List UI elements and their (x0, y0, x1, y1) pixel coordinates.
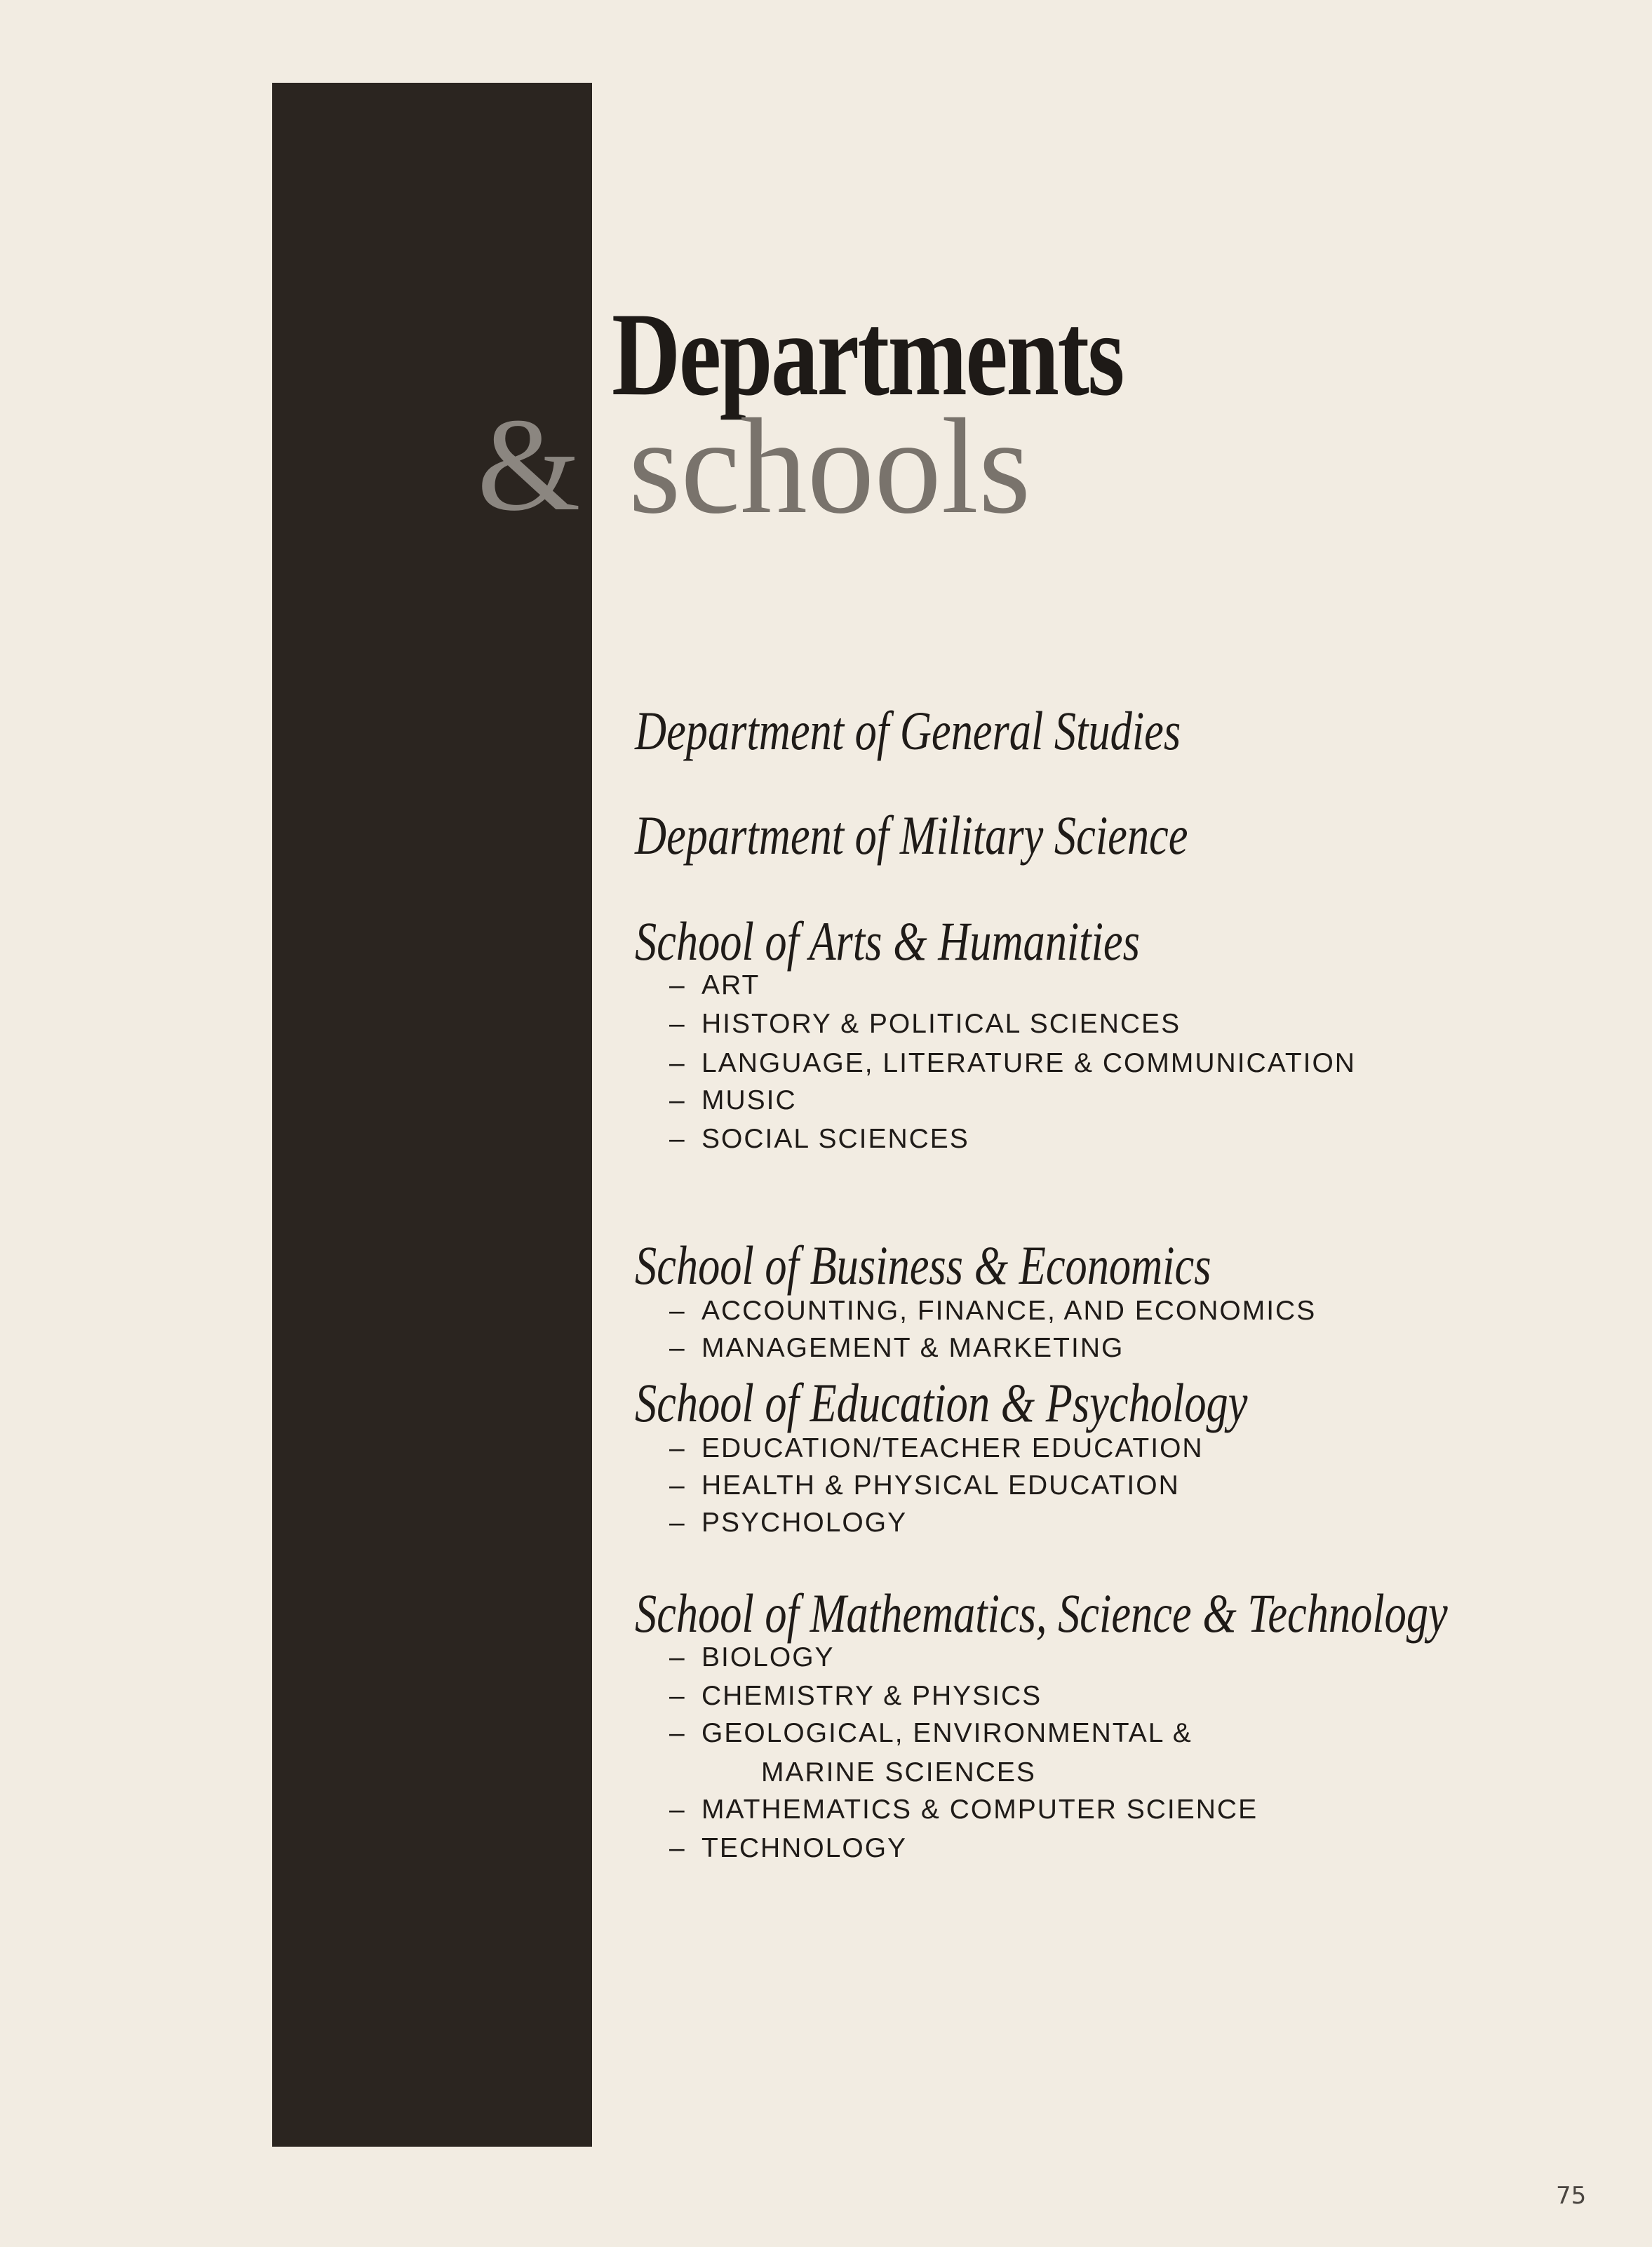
dash: – (669, 970, 686, 1000)
item-label: CHEMISTRY & PHYSICS (701, 1681, 1042, 1711)
item-label: HISTORY & POLITICAL SCIENCES (701, 1009, 1181, 1039)
dash: – (669, 1296, 686, 1326)
list-item (669, 1833, 907, 1864)
page-title-schools: schools (629, 391, 1031, 542)
list-item (669, 1795, 1258, 1825)
item-label: SOCIAL SCIENCES (701, 1124, 969, 1154)
item-label: EDUCATION/TEACHER EDUCATION (701, 1433, 1204, 1463)
heading-arts-humanities: School of Arts & Humanities (635, 911, 1140, 972)
item-label: ART (701, 970, 760, 1000)
dash: – (669, 1085, 686, 1115)
list-item (669, 1009, 1181, 1040)
dash: – (669, 1470, 686, 1501)
dash: – (669, 1681, 686, 1711)
dash: – (669, 1009, 686, 1039)
list-item (669, 1681, 1042, 1712)
heading-education-psychology: School of Education & Psychology (635, 1372, 1248, 1433)
item-label: PSYCHOLOGY (701, 1508, 908, 1538)
heading-mathematics-science-technology: School of Mathematics, Science & Technology (635, 1583, 1448, 1644)
list-item (669, 1085, 797, 1116)
list-item (669, 1333, 1124, 1364)
dash: – (669, 1433, 686, 1463)
list-item (669, 1508, 907, 1538)
dash: – (669, 1795, 686, 1825)
dash: – (669, 1508, 686, 1538)
dash: – (669, 1333, 686, 1363)
dash: – (669, 1833, 686, 1863)
heading-military-science: Department of Military Science (635, 805, 1188, 866)
item-label: BIOLOGY (701, 1642, 835, 1672)
dash: – (669, 1124, 686, 1154)
list-item-continuation (761, 1757, 1036, 1788)
item-label: ACCOUNTING, FINANCE, AND ECONOMICS (701, 1296, 1317, 1326)
page-title-departments: Departments (612, 288, 1123, 420)
list-item (669, 1470, 1180, 1501)
list-item (669, 1433, 1204, 1464)
item-label: TECHNOLOGY (701, 1833, 908, 1863)
item-label: HEALTH & PHYSICAL EDUCATION (701, 1470, 1180, 1501)
dash: – (669, 1718, 686, 1748)
list-item (669, 1048, 1356, 1079)
item-label: MATHEMATICS & COMPUTER SCIENCE (701, 1795, 1258, 1825)
dash: – (669, 1048, 686, 1078)
page-number: 75 (1556, 2182, 1587, 2210)
list-item (669, 970, 760, 1001)
list-item (669, 1124, 969, 1155)
list-item (669, 1718, 1193, 1749)
item-label: MUSIC (701, 1085, 797, 1115)
heading-business-economics: School of Business & Economics (635, 1235, 1211, 1296)
item-label: GEOLOGICAL, ENVIRONMENTAL & (701, 1718, 1193, 1748)
item-label: MARINE SCIENCES (761, 1757, 1036, 1787)
dash: – (669, 1642, 686, 1672)
heading-general-studies: Department of General Studies (635, 700, 1181, 761)
page-title-ampersand: & (477, 391, 581, 539)
list-item (669, 1296, 1316, 1327)
list-item (669, 1642, 835, 1673)
item-label: MANAGEMENT & MARKETING (701, 1333, 1124, 1363)
item-label: LANGUAGE, LITERATURE & COMMUNICATION (701, 1048, 1356, 1078)
